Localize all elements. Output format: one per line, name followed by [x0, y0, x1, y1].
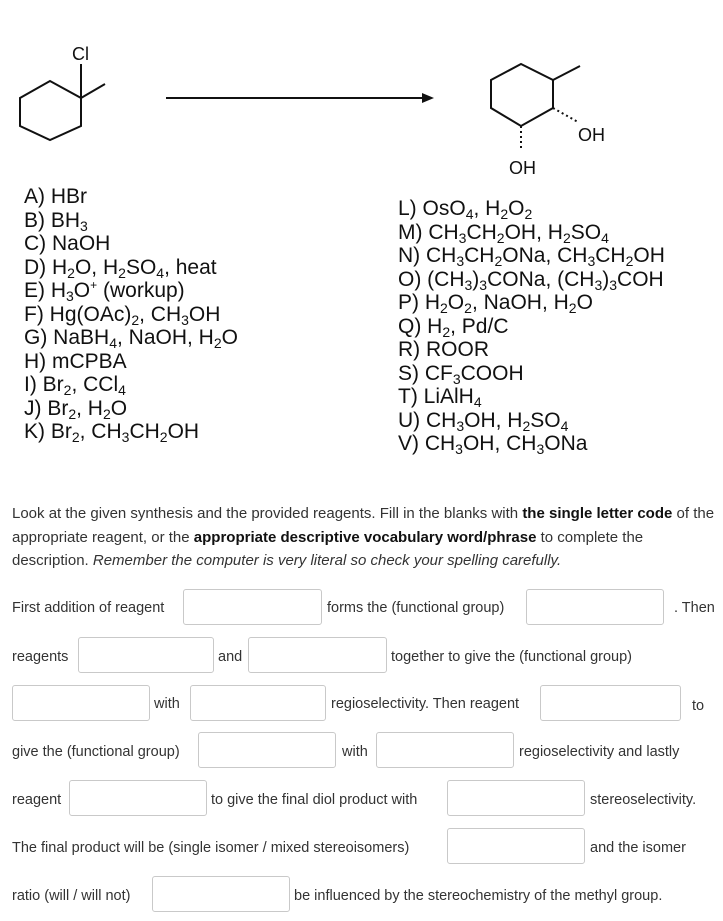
instructions-text: Look at the given synthesis and the provided reagents. Fill in the blanks with	[12, 505, 523, 522]
label-reagent: reagent	[12, 792, 62, 808]
reaction-scheme	[0, 0, 723, 185]
instructions-spelling-note: Remember the computer is very literal so check your spelling carefully.	[92, 552, 562, 569]
reagent-item-b: B) $BH_3$	[24, 208, 88, 234]
reagent-item-v: V) $CH_3OH$, $CH_3ONa$	[398, 432, 588, 457]
reagent-item-a: A) HBr	[24, 185, 87, 208]
label-to: to	[692, 698, 705, 714]
blank-third-functional-group[interactable]	[198, 732, 336, 768]
chlorine-label: Cl	[72, 44, 89, 64]
reagent-item-l: L) OsO$_4$, $H_2O_2$	[398, 197, 533, 222]
starting-material-structure	[20, 64, 105, 140]
label-with-2: with	[342, 744, 368, 760]
label-first-addition: First addition of reagent	[12, 600, 165, 616]
label-stereoselectivity: stereoselectivity.	[590, 792, 697, 808]
hydroxyl-label-upper: OH	[578, 125, 605, 145]
label-reagents: reagents	[12, 649, 69, 665]
reagent-item-k: K) $Br_2$, $CH_3CH_2OH$	[24, 420, 200, 445]
label-regioselectivity-lastly: regioselectivity and lastly	[519, 744, 680, 760]
reagent-list-left	[24, 185, 238, 444]
reagent-list-right	[398, 197, 665, 456]
label-forms-functional-group: forms the (functional group)	[327, 600, 505, 616]
reagent-item-i: I) $Br_2$, CCl$_4$	[24, 373, 126, 398]
blank-final-product-isomers[interactable]	[447, 828, 585, 864]
label-and: and	[218, 649, 243, 665]
blank-third-regioselectivity[interactable]	[376, 732, 514, 768]
reagent-item-n: N) $CH_3CH_2ONa$, $CH_3CH_2OH$	[398, 244, 665, 269]
reagent-item-p: P) $H_2O_2$, NaOH, $H_2O$	[398, 291, 593, 316]
reagent-item-r: R) ROOR	[398, 338, 489, 361]
blank-isomer-ratio[interactable]	[152, 876, 290, 912]
reagent-item-j: J) $Br_2$, $H_2O$	[24, 396, 128, 422]
instructions-text: to complete the description.	[12, 528, 644, 569]
reagent-item-e: E) $H_3O^+$ (workup)	[24, 278, 185, 304]
reagent-item-c: C) NaOH	[24, 232, 111, 255]
label-final-product: The final product will be (single isomer / mixed stereoisomers)	[12, 840, 410, 856]
label-give-functional-group: give the (functional group)	[12, 744, 180, 760]
reagent-item-m: M) $CH_3CH_2OH$, $H_2SO_4$	[398, 220, 609, 246]
blank-second-reagent-b[interactable]	[248, 637, 387, 673]
label-and-isomer: and the isomer	[590, 840, 686, 856]
reagent-item-f: F) $Hg(OAc)_2$, $CH_3OH$	[24, 302, 221, 328]
product-structure	[491, 64, 580, 150]
reagent-item-g: G) NaBH$_4$, NaOH, $H_2O$	[24, 326, 238, 351]
reagent-item-o: O) $(CH_3)_3CONa$, $(CH_3)_3COH$	[398, 267, 664, 293]
reagent-item-t: T) LiAlH$_4$	[398, 385, 482, 410]
blank-final-reagent[interactable]	[69, 780, 207, 816]
blank-first-reagent[interactable]	[183, 589, 322, 625]
reagent-item-u: U) $CH_3OH$, $H_2SO_4$	[398, 408, 569, 434]
label-then: . Then	[674, 600, 715, 616]
label-regioselectivity-then-reagent: regioselectivity. Then reagent	[331, 696, 520, 712]
reaction-arrow	[166, 93, 434, 103]
label-influenced: be influenced by the stereochemistry of the methyl group.	[294, 888, 663, 904]
reagent-item-d: D) $H_2O$, $H_2SO_4$, heat	[24, 255, 217, 281]
instructions-text: of the appropriate reagent, or the	[12, 505, 715, 546]
blank-second-functional-group[interactable]	[12, 685, 150, 721]
blank-first-functional-group[interactable]	[526, 589, 664, 625]
instructions	[12, 502, 718, 573]
label-with-1: with	[154, 696, 180, 712]
label-ratio: ratio (will / will not)	[12, 888, 131, 904]
blank-second-regioselectivity[interactable]	[190, 685, 326, 721]
label-to-give-diol: to give the final diol product with	[211, 792, 418, 808]
label-together-functional-group: together to give the (functional group)	[391, 649, 633, 665]
reagent-item-q: Q) $H_2$, Pd/C	[398, 314, 509, 340]
blank-stereoselectivity[interactable]	[447, 780, 585, 816]
hydroxyl-label-lower: OH	[509, 158, 536, 178]
reagent-item-h: H) mCPBA	[24, 349, 127, 373]
blank-third-reagent[interactable]	[540, 685, 681, 721]
instructions-emphasis-vocabulary: appropriate descriptive vocabulary word/phrase	[193, 528, 537, 546]
instructions-emphasis-letter-code: the single letter code	[522, 505, 673, 522]
reagent-item-s: S) $CF_3COOH$	[398, 361, 524, 387]
blank-second-reagent-a[interactable]	[78, 637, 214, 673]
